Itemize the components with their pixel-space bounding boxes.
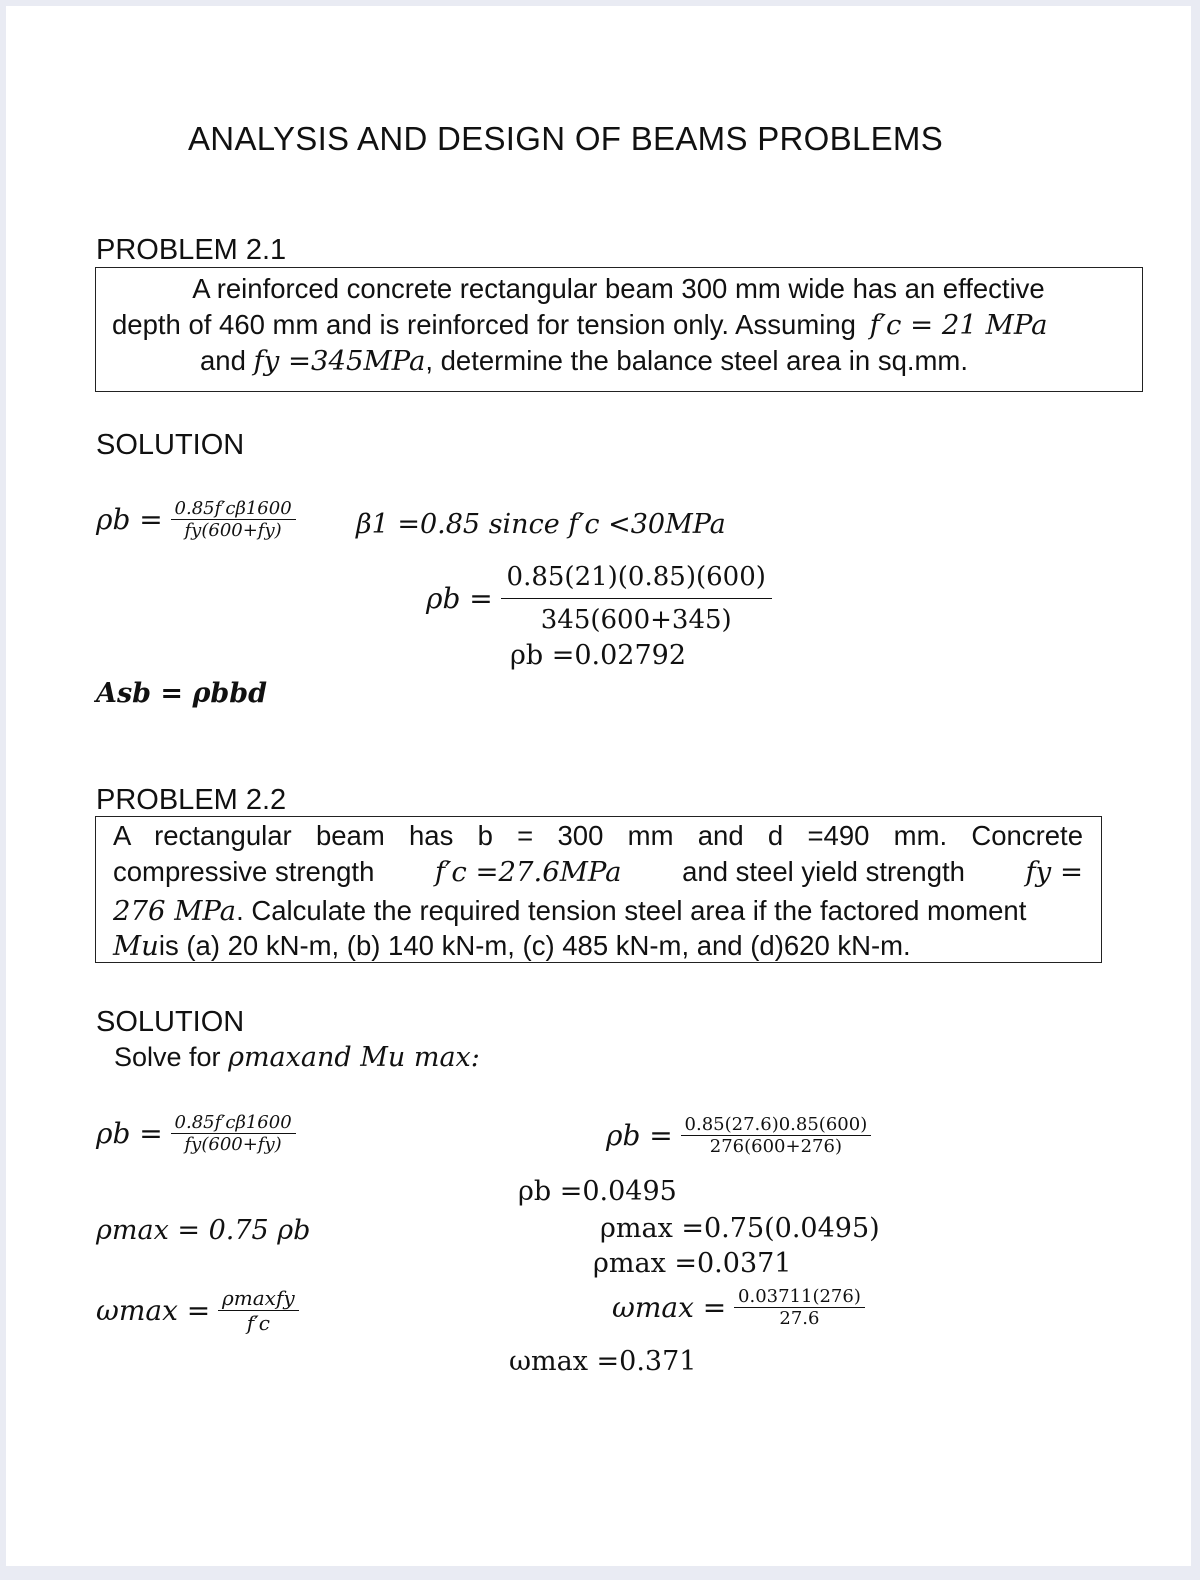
rho-b-formula-1: ρb = $\frac{0.85f'c\beta 1600}{fy(600+fy)}$ [96, 498, 296, 541]
asb-formula: Asb = ρbbd [96, 678, 268, 709]
rho-b-calc-1: ρb = $\frac{0.85(21)(0.85)(600)}{345(600+345)}$ [426, 562, 772, 635]
rho-max-calc: ρmax =0.75(0.0495) [600, 1213, 880, 1244]
omega-max-formula: ωmax = $\frac{\text{ρmaxfy}}{f'c}$ [96, 1286, 299, 1335]
beta-note: β1 =0.85 since f′c <30MPa [356, 509, 726, 540]
rho-b-result-2: ρb =0.0495 [518, 1176, 677, 1207]
rho-b-formula-2: ρb = $\frac{0.85f'c\beta 1600}{fy(600+fy)}$ [96, 1112, 296, 1155]
problem-2-2-line-4: Muis (a) 20 kN-m, (b) 140 kN-m, (c) 485 kN-m, and (d)620 kN-m. [113, 930, 911, 962]
problem-2-1-line-2: depth of 460 mm and is reinforced for tension only. Assuming f′c = 21 MPa [112, 309, 1048, 341]
problem-2-2-line-2: compressive strength f′c =27.6MPa and steel yield strength fy = [113, 856, 1083, 888]
problem-2-2-line-1: A rectangular beam has b = 300 mm and d =490 mm. Concrete [113, 820, 1083, 851]
problem-2-1-line-3: and fy =345MPa, determine the balance steel area in sq.mm. [200, 345, 968, 377]
fy-value: fy =345MPa [253, 345, 426, 377]
problem-2-2-line-3: 276 MPa. Calculate the required tension steel area if the factored moment [113, 895, 1027, 927]
rho-max-result: ρmax =0.0371 [593, 1248, 792, 1279]
solve-for-line: Solve for ρmaxand Mu max: [114, 1042, 480, 1073]
problem-2-2-box [95, 816, 1102, 963]
problem-2-1-box [95, 267, 1143, 392]
document-title: ANALYSIS AND DESIGN OF BEAMS PROBLEMS [188, 120, 944, 157]
rho-b-result-1: ρb =0.02792 [510, 640, 687, 671]
problem-2-1-line-1: A reinforced concrete rectangular beam 300 mm wide has an effective [192, 273, 1045, 304]
fc-value: f′c = 21 MPa [869, 309, 1048, 341]
solution-2-heading: SOLUTION [96, 1006, 245, 1038]
document-page [6, 6, 1191, 1566]
problem-2-1-heading: PROBLEM 2.1 [96, 234, 287, 266]
rho-max-formula: ρmax = 0.75 ρb [96, 1215, 311, 1246]
omega-max-result: ωmax =0.371 [509, 1346, 697, 1377]
rho-b-calc-2: ρb = $\frac{0.85(27.6)0.85(600)}{276(600+276)}$ [606, 1114, 871, 1157]
problem-2-2-heading: PROBLEM 2.2 [96, 784, 287, 816]
omega-max-calc: ωmax = $\frac{0.03711(276)}{27.6}$ [612, 1286, 865, 1329]
solution-1-heading: SOLUTION [96, 429, 245, 461]
